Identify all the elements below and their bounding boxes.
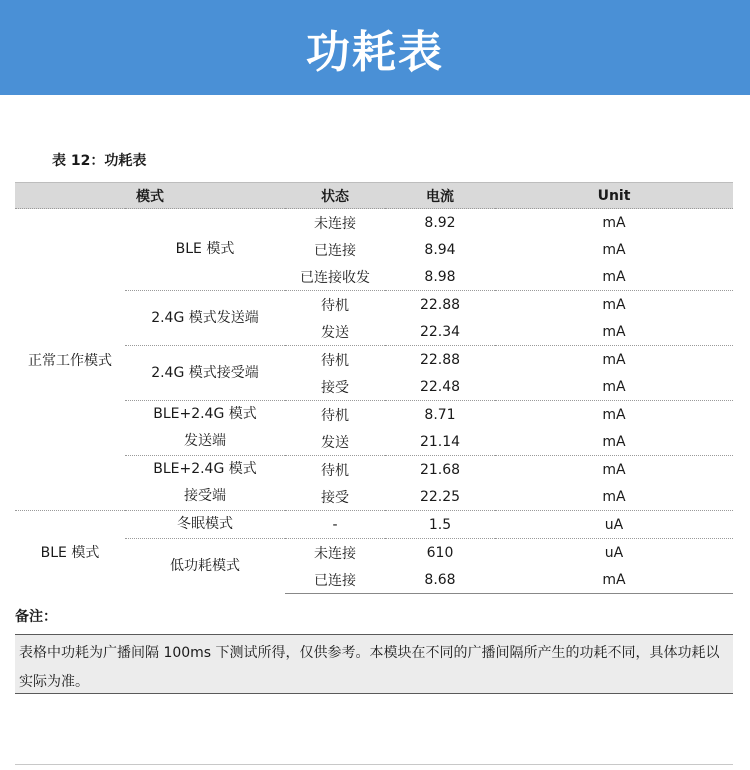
cell-unit: mA — [602, 241, 626, 258]
cell-state: 发送 — [321, 434, 349, 451]
cell-unit: mA — [495, 456, 733, 484]
cell-current: 22.88 — [385, 291, 495, 319]
submode-24g-rx: 2.4G 模式接受端 — [125, 346, 285, 401]
cell-state: 发送 — [321, 324, 349, 341]
cell-current: 610 — [385, 539, 495, 567]
notes-title: 备注： — [15, 609, 57, 625]
power-consumption-table — [15, 182, 733, 594]
bottom-divider — [15, 764, 733, 765]
cell-unit: mA — [495, 566, 733, 594]
cell-state: - — [285, 511, 385, 539]
cell-state: 接受 — [321, 379, 349, 396]
table-row — [15, 209, 733, 237]
cell-unit: mA — [602, 378, 626, 395]
header-mode: 模式 — [15, 183, 285, 209]
cell-unit: mA — [602, 433, 626, 450]
cell-state: 接受 — [321, 489, 349, 506]
cell-unit: uA — [495, 511, 733, 539]
cell-unit: mA — [602, 214, 626, 231]
submode-ble: BLE 模式 — [175, 241, 235, 257]
cell-unit: mA — [602, 323, 626, 340]
cell-state: 待机 — [285, 346, 385, 374]
mode-ble: BLE 模式 — [15, 511, 125, 594]
cell-current: 8.92 — [424, 214, 456, 231]
table-row — [15, 511, 733, 539]
cell-current: 8.94 — [424, 241, 456, 258]
cell-current: 8.98 — [424, 268, 456, 285]
submode-low-power: 低功耗模式 — [125, 539, 285, 594]
header-state: 状态 — [285, 183, 385, 209]
cell-state: 已连接 — [314, 242, 356, 259]
cell-unit: mA — [495, 401, 733, 429]
cell-current: 22.48 — [419, 378, 461, 395]
header-unit: Unit — [495, 183, 733, 209]
cell-unit: mA — [602, 268, 626, 285]
cell-unit: mA — [602, 488, 626, 505]
mode-normal: 正常工作模式 — [28, 352, 112, 369]
cell-current: 21.14 — [419, 433, 461, 450]
submode-24g-tx: 2.4G 模式发送端 — [125, 291, 285, 346]
notes-text: 表格中功耗为广播间隔 100ms 下测试所得，仅供参考。本模块在不同的广播间隔所产生的功耗不同，具体功耗以实际为准。 — [19, 645, 720, 690]
cell-current: 22.34 — [419, 323, 461, 340]
cell-current: 22.88 — [385, 346, 495, 374]
submode-hibernate: 冬眠模式 — [125, 511, 285, 539]
page-title: 功耗表 — [306, 26, 444, 78]
cell-current: 1.5 — [385, 511, 495, 539]
submode-ble24g-tx-line2: 发送端 — [184, 433, 226, 449]
cell-current: 8.68 — [385, 566, 495, 594]
cell-state: 待机 — [285, 291, 385, 319]
notes-box — [15, 634, 733, 694]
title-banner — [0, 0, 750, 95]
table-header-row — [15, 183, 733, 209]
submode-ble24g-tx-line1: BLE+2.4G 模式 — [125, 401, 285, 429]
cell-state: 未连接 — [314, 215, 356, 232]
cell-current: 21.68 — [385, 456, 495, 484]
cell-state: 已连接 — [285, 566, 385, 594]
submode-ble24g-rx-line2: 接受端 — [184, 488, 226, 504]
cell-unit: mA — [495, 346, 733, 374]
cell-current: 8.71 — [385, 401, 495, 429]
header-current: 电流 — [385, 183, 495, 209]
cell-state: 已连接收发 — [300, 269, 370, 286]
table-caption: 表 12：功耗表 — [52, 153, 147, 169]
cell-state: 未连接 — [285, 539, 385, 567]
cell-unit: mA — [495, 291, 733, 319]
cell-state: 待机 — [285, 456, 385, 484]
cell-current: 22.25 — [419, 488, 461, 505]
submode-ble24g-rx-line1: BLE+2.4G 模式 — [125, 456, 285, 484]
cell-unit: uA — [495, 539, 733, 567]
cell-state: 待机 — [285, 401, 385, 429]
